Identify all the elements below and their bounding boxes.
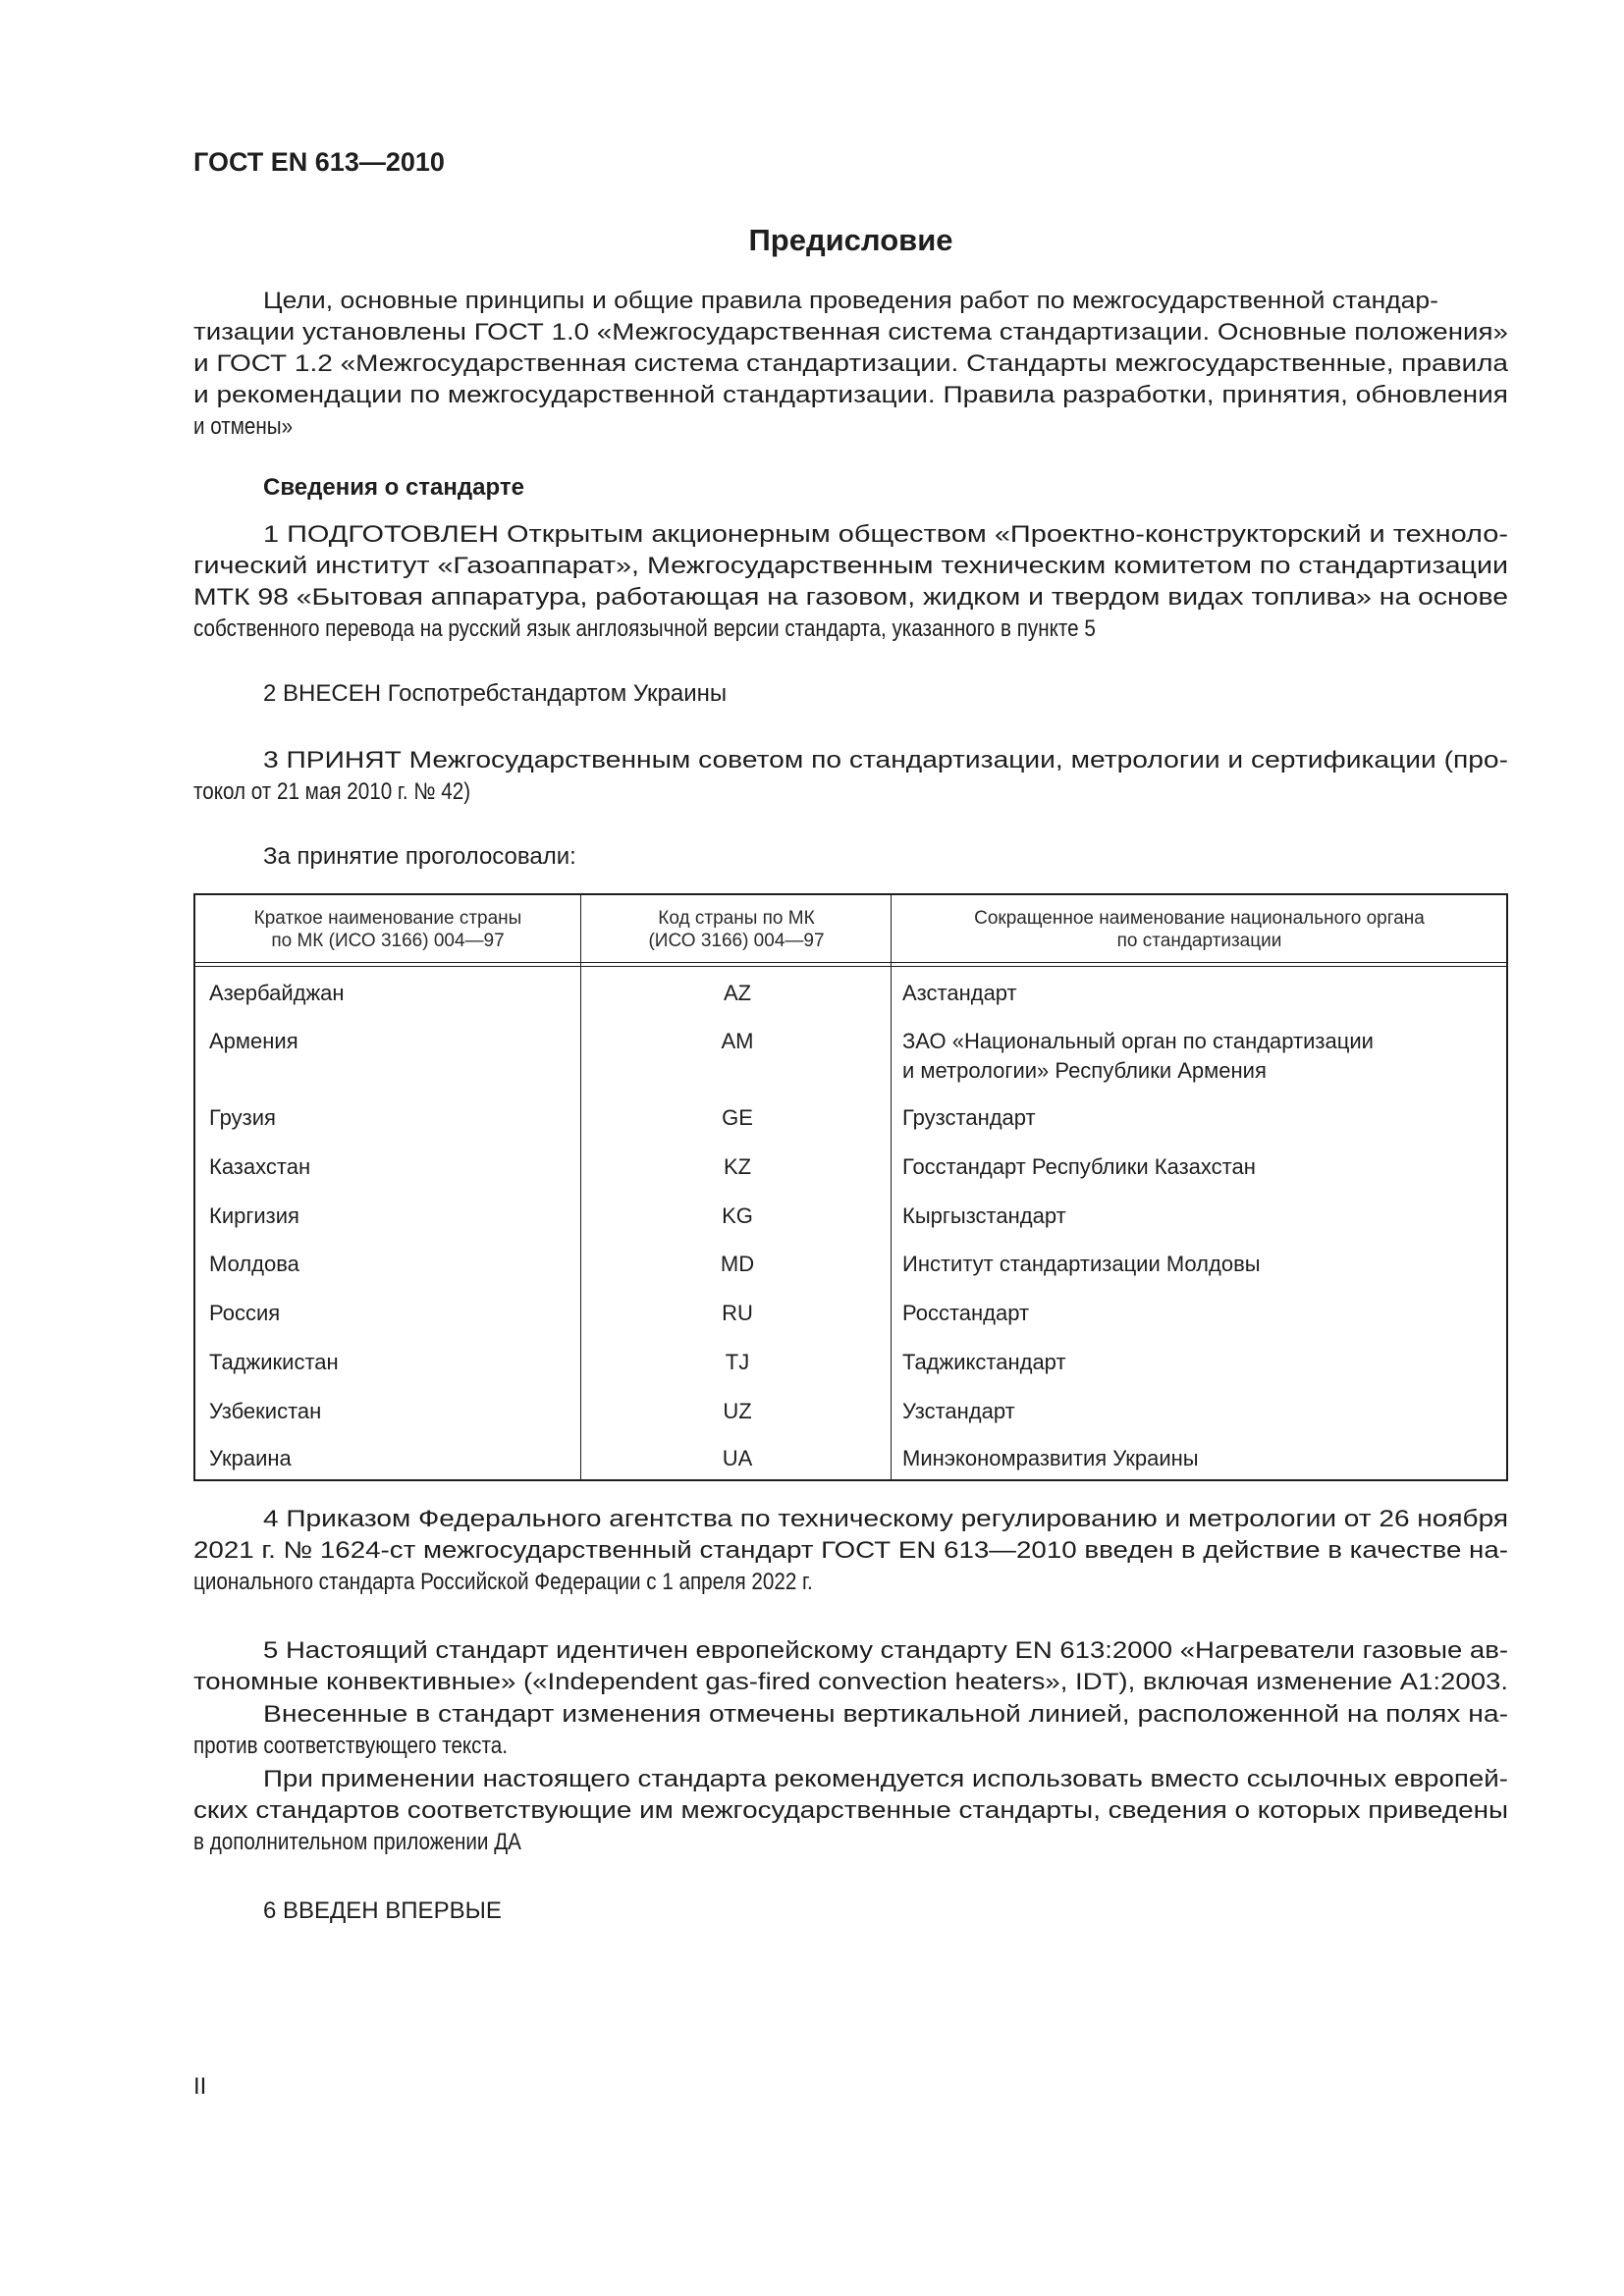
item-5-note-references: [193, 1764, 1508, 1858]
country-code: KG: [722, 1203, 753, 1228]
country-name: Россия: [209, 1301, 281, 1325]
column-header-country: Краткое наименование страны по МК (ИСО 3166) 004—97: [253, 908, 522, 951]
standards-body: Грузстандарт: [902, 1105, 1036, 1130]
standards-body: Институт стандартизации Молдовы: [902, 1252, 1261, 1276]
text-line: При применении настоящего стандарта рекомендуется использовать вместо ссылочных европей-: [263, 1766, 1508, 1792]
text-line: против соответствующего текста.: [193, 1733, 508, 1759]
text-line: 4 Приказом Федерального агентства по техническому регулированию и метрологии от 26 ноября: [263, 1506, 1509, 1532]
column-header-standards-body: Сокращенное наименование национального органа по стандартизации: [974, 908, 1425, 951]
column-header-code: Код страны по МК (ИСО 3166) 004—97: [648, 908, 825, 951]
country-code: UA: [722, 1446, 753, 1470]
country-name: Азербайджан: [209, 981, 345, 1005]
item-5-note-changes: [193, 1699, 1508, 1762]
text-line: 2021 г. № 1624-ст межгосударственный стандарт ГОСТ EN 613—2010 введен в действие в качестве на-: [193, 1537, 1508, 1564]
country-code: AZ: [723, 981, 752, 1005]
country-name: Узбекистан: [209, 1399, 322, 1423]
country-code: UZ: [723, 1399, 752, 1423]
country-name: Грузия: [209, 1105, 276, 1130]
item-6-first-introduced: 6 ВВЕДЕН ВПЕРВЫЕ: [263, 1897, 502, 1924]
page-title: Предисловие: [748, 223, 953, 257]
text-line: и ГОСТ 1.2 «Межгосударственная система стандартизации. Стандарты межгосударственные, правила: [193, 350, 1508, 377]
text-line: тизации установлены ГОСТ 1.0 «Межгосударственная система стандартизации. Основные положения»: [193, 319, 1508, 346]
standards-body: Минэкономразвития Украины: [902, 1446, 1199, 1470]
country-code: MD: [720, 1252, 755, 1276]
voting-countries-table: [193, 893, 1508, 1481]
text-line: ционального стандарта Российской Федерации с 1 апреля 2022 г.: [193, 1569, 813, 1595]
standards-body: ЗАО «Национальный орган по стандартизации и метрологии» Республики Армения: [902, 1029, 1374, 1083]
item-5-identity: [193, 1635, 1508, 1698]
country-name: Таджикистан: [209, 1350, 339, 1374]
country-code: KZ: [723, 1154, 752, 1179]
country-name: Казахстан: [209, 1154, 311, 1179]
column-divider: [580, 895, 581, 1479]
standards-body: Госстандарт Республики Казахстан: [902, 1154, 1256, 1179]
header-divider: [195, 962, 1506, 963]
intro-paragraph: [193, 286, 1508, 443]
text-line: собственного перевода на русский язык англоязычной версии стандарта, указанного в пункте 5: [193, 615, 1096, 642]
country-name: Армения: [209, 1029, 298, 1053]
text-line: 1 ПОДГОТОВЛЕН Открытым акционерным обществом «Проектно-конструкторский и техноло-: [263, 521, 1508, 548]
country-code: GE: [722, 1105, 753, 1130]
country-name: Украина: [209, 1446, 292, 1470]
standards-body: Кыргызстандарт: [902, 1203, 1066, 1228]
item-2-submitted: 2 ВНЕСЕН Госпотребстандартом Украины: [263, 680, 728, 707]
text-line: 5 Настоящий стандарт идентичен европейскому стандарту EN 613:2000 «Нагреватели газовые ав-: [263, 1637, 1508, 1664]
text-line: гический институт «Газоаппарат», Межгосударственным техническим комитетом по стандартизации: [193, 553, 1508, 579]
standards-body: Таджикстандарт: [902, 1350, 1066, 1374]
text-line: токол от 21 мая 2010 г. № 42): [193, 778, 471, 805]
text-line: и отмены»: [193, 413, 294, 440]
page-number: II: [193, 2073, 207, 2100]
text-line: в дополнительном приложении ДА: [193, 1829, 521, 1855]
country-name: Молдова: [209, 1252, 299, 1276]
text-line: ских стандартов соответствующие им межгосударственные стандарты, сведения о которых приведены: [193, 1797, 1508, 1824]
text-line: Внесенные в стандарт изменения отмечены вертикальной линией, расположенной на полях на-: [263, 1701, 1508, 1728]
country-code: RU: [722, 1301, 753, 1325]
standards-body: Узстандарт: [902, 1399, 1015, 1423]
vote-label: За принятие проголосовали:: [263, 843, 576, 870]
header-divider: [195, 966, 1506, 967]
country-code: TJ: [725, 1350, 750, 1374]
document-code-header: ГОСТ EN 613—2010: [193, 147, 445, 177]
item-1-prepared: [193, 519, 1508, 645]
text-line: тономные конвективные» («Independent gas-fired convection heaters», IDT), включая изменение A1:2003.: [193, 1669, 1508, 1695]
item-3-adopted: [193, 745, 1508, 808]
country-name: Киргизия: [209, 1203, 299, 1228]
section-heading: Сведения о стандарте: [263, 474, 524, 501]
country-code: AM: [721, 1029, 754, 1053]
text-line: и рекомендации по межгосударственной стандартизации. Правила разработки, принятия, обновления: [193, 382, 1508, 408]
text-line: 3 ПРИНЯТ Межгосударственным советом по стандартизации, метрологии и сертификации (про-: [263, 747, 1508, 774]
text-line: МТК 98 «Бытовая аппаратура, работающая на газовом, жидком и твердом видах топлива» на основе: [193, 584, 1508, 611]
text-line: Цели, основные принципы и общие правила проведения работ по межгосударственной стандар-: [263, 288, 1438, 314]
item-4-enacted: [193, 1504, 1508, 1598]
standards-body: Азстандарт: [902, 981, 1017, 1005]
standards-body: Росстандарт: [902, 1301, 1030, 1325]
